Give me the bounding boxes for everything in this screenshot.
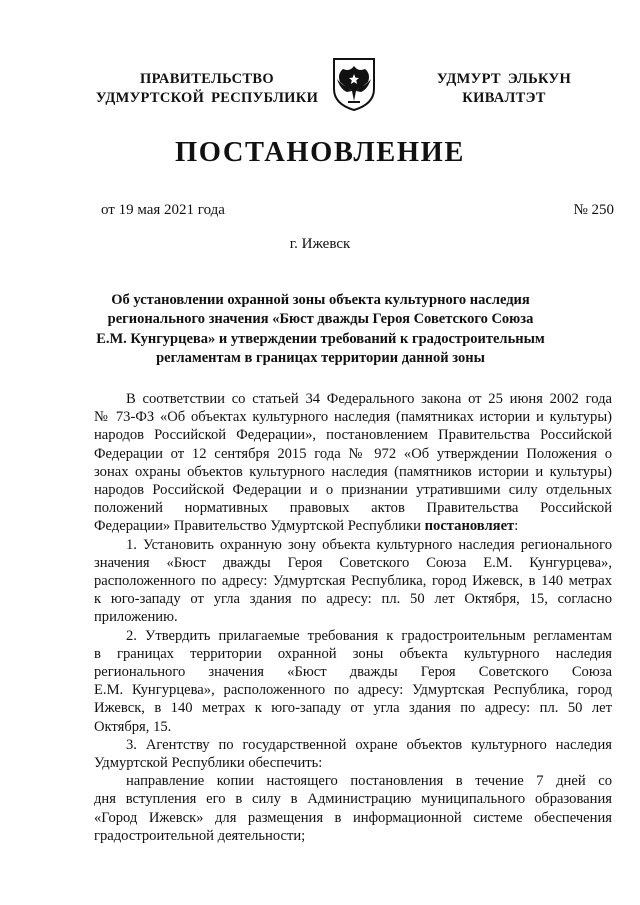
- header-left-line: УДМУРТСКОЙ РЕСПУБЛИКИ: [95, 90, 319, 106]
- document-title: ПОСТАНОВЛЕНИЕ: [174, 137, 466, 168]
- body-line: В соответствии со статьей 34 Федерального закона от 25 июня 2002 года: [126, 391, 612, 407]
- body-line: зонах охраны объектов культурного наследия (памятников истории и культуры): [94, 463, 612, 480]
- preamble-last-text: Федерации» Правительство Удмуртской Республики: [94, 518, 421, 535]
- header-right-line: УДМУРТ ЭЛЬКУН: [436, 71, 572, 87]
- body-line: 1. Установить охранную зону объекта культурного наследия регионального: [126, 536, 612, 553]
- body-line: приложению.: [94, 609, 178, 626]
- udmurt-coat-of-arms-icon: [330, 57, 378, 111]
- decides-word: постановляет: [424, 518, 515, 535]
- header-left-government: [82, 70, 332, 108]
- body-line: 3. Агентству по государственной охране объектов культурного наследия: [126, 736, 612, 753]
- body-line: [94, 517, 612, 535]
- decides-colon: :: [514, 518, 519, 535]
- preamble-paragraph: [94, 390, 612, 536]
- body-line: № 73-ФЗ «Об объектах культурного наследия (памятниках истории и культуры): [94, 409, 612, 426]
- document-subject: [88, 291, 553, 368]
- body-line: Е.М. Кунгурцева», расположенного по адресу: Удмуртская Республика, город: [94, 682, 612, 699]
- body-line: Октября, 15.: [94, 718, 172, 735]
- body-line: народов Российской Федерации», постановлением Правительства Российской: [94, 427, 612, 444]
- body-line: регионального значения «Бюст дважды Героя Советского Союза: [94, 664, 612, 681]
- body-line: «Город Ижевск» для размещения в информационной системе обеспечения: [94, 809, 612, 826]
- header-right-government-udmurt: [414, 70, 594, 108]
- subject-line: Об установлении охранной зоны объекта культурного наследия: [111, 292, 530, 308]
- subject-line: Е.М. Кунгурцева» и утверждении требований к градостроительным: [96, 330, 545, 347]
- body-line: направление копии настоящего постановления в течение 7 дней со: [126, 773, 612, 790]
- clause-1-paragraph: [94, 536, 612, 627]
- clause-2-paragraph: [94, 627, 612, 736]
- body-line: 2. Утвердить прилагаемые требования к градостроительным регламентам: [126, 627, 612, 644]
- header-right-line: КИВАЛТЭТ: [462, 90, 546, 106]
- subject-line: регионального значения «Бюст дважды Героя Советского Союза: [107, 311, 534, 328]
- document-date: от 19 мая 2021 года: [101, 202, 225, 218]
- clause-3-paragraph: [94, 736, 612, 772]
- body-line: к юго-западу от угла здания по адресу: пл. 50 лет Октября, 15, согласно: [94, 591, 612, 608]
- body-line: Ижевск, в 140 метрах к юго-западу от угла здания по адресу: пл. 50 лет: [94, 700, 612, 717]
- body-line: в границах территории охранной зоны объекта культурного наследия: [94, 645, 612, 662]
- body-line: Федерации от 12 сентября 2015 года № 972 «Об утверждении Положения о: [94, 445, 612, 462]
- document-body: [94, 390, 612, 845]
- subject-line: регламентам в границах территории данной зоны: [156, 349, 485, 366]
- body-line: градостроительной деятельности;: [94, 827, 306, 844]
- body-line: народов Российской Федерации и о признании утратившими силу отдельных: [94, 482, 612, 499]
- body-line: Удмуртской Республики обеспечить:: [94, 755, 323, 772]
- header-left-line: ПРАВИТЕЛЬСТВО: [140, 71, 274, 87]
- document-number: № 250: [573, 202, 614, 218]
- clause-3-item-paragraph: [94, 772, 612, 845]
- body-line: положений нормативных правовых актов Правительства Российской: [94, 500, 612, 517]
- document-city: г. Ижевск: [289, 236, 351, 252]
- body-line: расположенного по адресу: Удмуртская Республика, город Ижевск, в 140 метрах: [94, 573, 612, 590]
- body-line: дня вступления его в силу в Администрацию муниципального образования: [94, 791, 612, 808]
- body-line: значения «Бюст дважды Героя Советского Союза Е.М. Кунгурцева»,: [94, 554, 612, 571]
